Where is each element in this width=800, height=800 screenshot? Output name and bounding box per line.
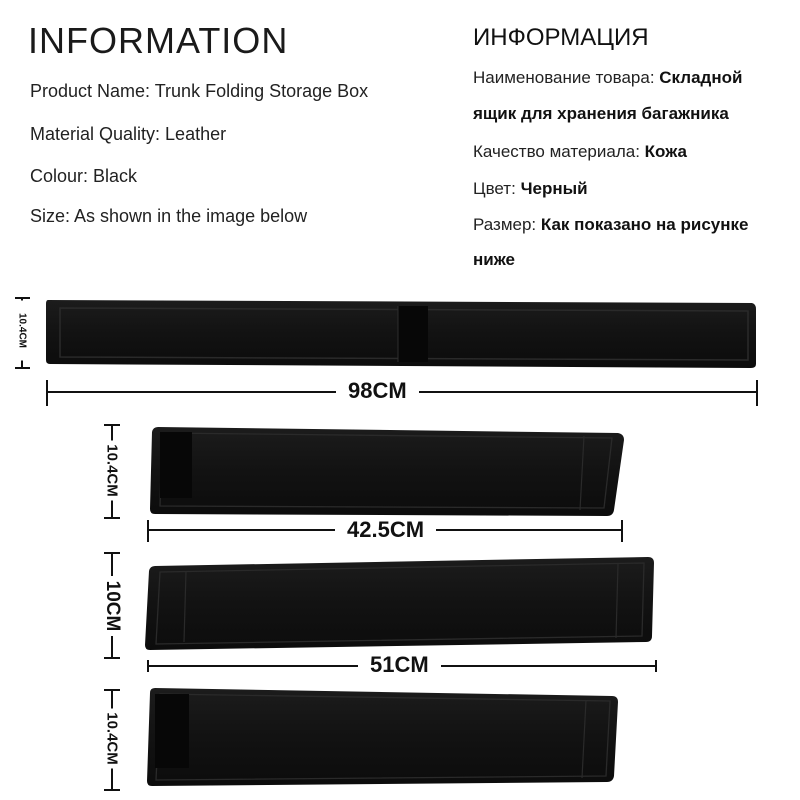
length-label-98cm: 98CM	[336, 378, 419, 404]
ru-colour-label: Цвет:	[473, 179, 516, 198]
panel-bottom	[147, 688, 618, 786]
height-label-2: 10.4CM	[104, 441, 121, 501]
english-title: INFORMATION	[28, 20, 289, 61]
height-label-4: 10.4CM	[104, 709, 121, 769]
ru-size-value-2: ниже	[473, 250, 516, 269]
ru-size-label: Размер:	[473, 215, 537, 234]
panel-51cm	[145, 557, 654, 650]
panel-98cm	[46, 300, 756, 368]
height-label-1: 10.4CM	[17, 301, 28, 361]
ru-name-value-1: Складной	[659, 68, 743, 87]
end-pocket	[160, 432, 192, 498]
center-pocket	[398, 306, 428, 362]
length-label-51cm: 51CM	[358, 652, 441, 678]
length-label-42-5cm: 42.5CM	[335, 517, 436, 543]
size-text: Size: As shown in the image below	[30, 206, 308, 226]
ru-colour-value: Черный	[520, 179, 588, 198]
ru-size-value-1: Как показано на рисунке	[540, 215, 749, 234]
panel-42-5cm	[150, 427, 624, 516]
product-name-text: Product Name: Trunk Folding Storage Box	[30, 81, 369, 101]
end-pocket	[155, 694, 189, 768]
material-text: Material Quality: Leather	[30, 124, 227, 144]
height-label-3: 10CM	[101, 576, 123, 636]
ru-material-label: Качество материала:	[473, 142, 640, 161]
ru-name-value-2: ящик для хранения багажника	[473, 104, 729, 123]
russian-title: ИНФОРМАЦИЯ	[473, 24, 649, 51]
ru-material-value: Кожа	[644, 142, 687, 161]
colour-text: Colour: Black	[30, 166, 138, 186]
ru-name-label: Наименование товара:	[473, 68, 655, 87]
